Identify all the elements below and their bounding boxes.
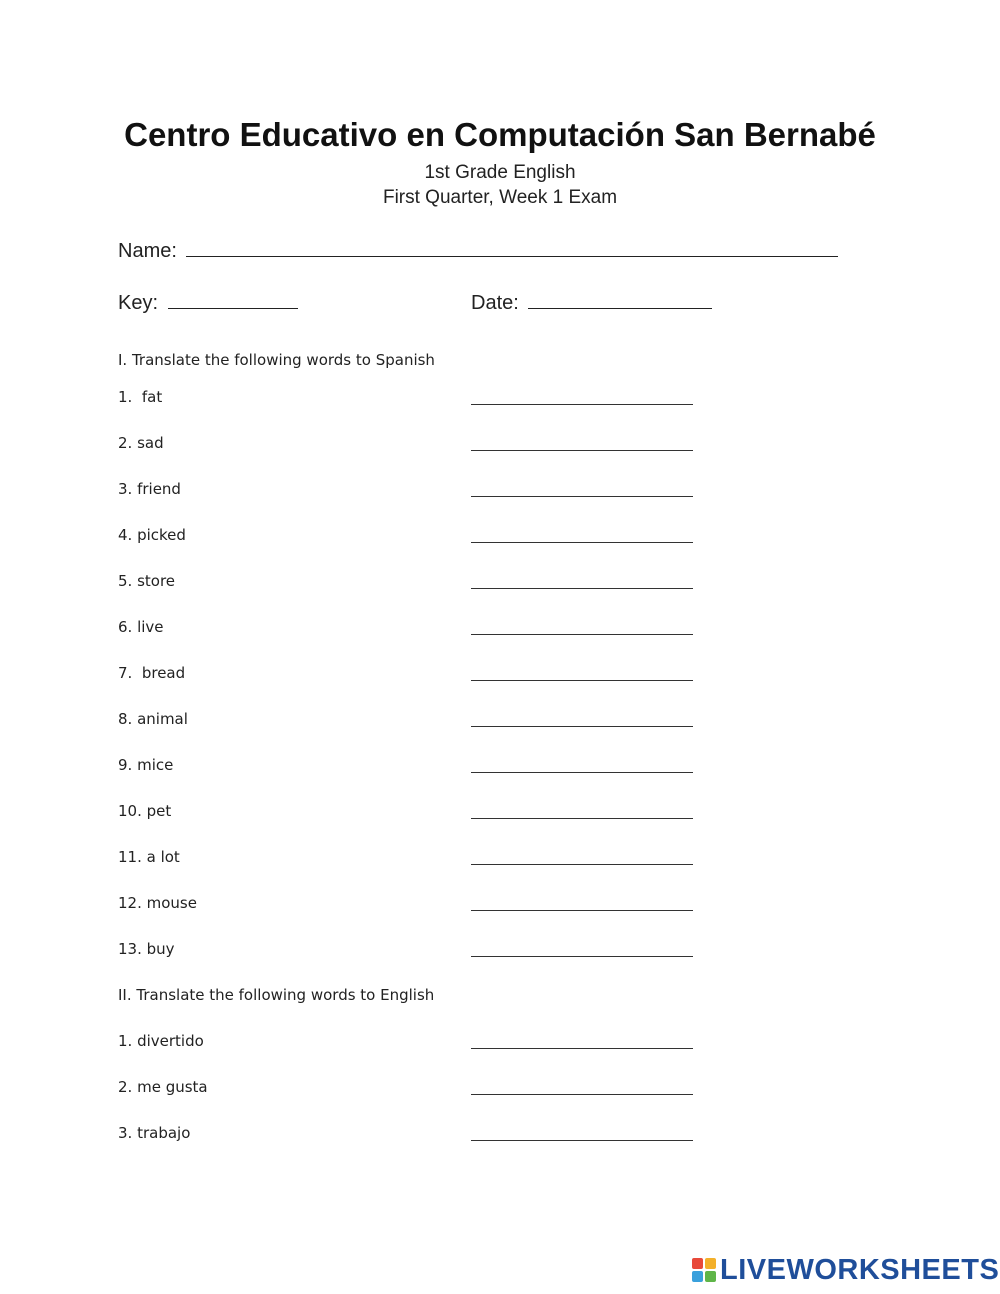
question-row xyxy=(118,756,718,780)
question-row xyxy=(118,1078,718,1102)
answer-field[interactable] xyxy=(471,910,693,911)
badge-tile xyxy=(692,1258,703,1269)
question-label: 5. store xyxy=(118,572,176,590)
answer-field[interactable] xyxy=(471,404,693,405)
question-label: 10. pet xyxy=(118,802,172,820)
question-row xyxy=(118,526,718,550)
answer-field[interactable] xyxy=(471,864,693,865)
question-row xyxy=(118,618,718,642)
answer-field[interactable] xyxy=(471,634,693,635)
question-row xyxy=(118,1124,718,1148)
answer-field[interactable] xyxy=(471,772,693,773)
question-label: 4. picked xyxy=(118,526,186,544)
answer-field[interactable] xyxy=(471,680,693,681)
badge-tile xyxy=(692,1271,703,1282)
answer-field[interactable] xyxy=(471,542,693,543)
page-title: Centro Educativo en Computación San Bernabé xyxy=(124,116,876,153)
answer-field[interactable] xyxy=(471,726,693,727)
key-row xyxy=(118,290,298,315)
question-row xyxy=(118,894,718,918)
question-row xyxy=(118,572,718,596)
question-label: 1. divertido xyxy=(118,1032,204,1050)
question-row xyxy=(118,802,718,826)
question-label: 7. bread xyxy=(118,664,186,682)
name-label: Name: xyxy=(118,240,177,262)
answer-field[interactable] xyxy=(471,1094,693,1095)
question-row xyxy=(118,848,718,872)
exam-name: First Quarter, Week 1 Exam xyxy=(382,187,618,208)
answer-field[interactable] xyxy=(471,496,693,497)
liveworksheets-logo xyxy=(692,1253,1000,1286)
name-row xyxy=(118,238,838,263)
answer-field[interactable] xyxy=(471,1140,693,1141)
question-row xyxy=(118,710,718,734)
question-label: 13. buy xyxy=(118,940,175,958)
question-row xyxy=(118,1032,718,1056)
answer-field[interactable] xyxy=(471,818,693,819)
section-1-heading: I. Translate the following words to Spanish xyxy=(118,351,435,369)
name-field[interactable] xyxy=(186,238,838,257)
question-label: 2. sad xyxy=(118,434,164,452)
badge-tile xyxy=(705,1271,716,1282)
answer-field[interactable] xyxy=(471,450,693,451)
logo-badge-icon xyxy=(692,1258,716,1282)
question-label: 11. a lot xyxy=(118,848,180,866)
brand-name: LIVEWORKSHEETS xyxy=(720,1253,1000,1286)
question-row xyxy=(118,664,718,688)
question-row xyxy=(118,480,718,504)
date-row xyxy=(471,290,712,315)
question-label: 12. mouse xyxy=(118,894,197,912)
key-label: Key: xyxy=(118,292,159,314)
page-subtitle: 1st Grade English xyxy=(424,162,576,183)
question-label: 3. trabajo xyxy=(118,1124,191,1142)
answer-field[interactable] xyxy=(471,956,693,957)
question-row xyxy=(118,940,718,964)
question-label: 8. animal xyxy=(118,710,188,728)
key-field[interactable] xyxy=(168,290,298,309)
question-row xyxy=(118,434,718,458)
question-label: 1. fat xyxy=(118,388,163,406)
question-label: 9. mice xyxy=(118,756,174,774)
question-label: 3. friend xyxy=(118,480,181,498)
question-label: 6. live xyxy=(118,618,164,636)
section-2-heading: II. Translate the following words to English xyxy=(118,986,435,1004)
answer-field[interactable] xyxy=(471,1048,693,1049)
badge-tile xyxy=(705,1258,716,1269)
date-label: Date: xyxy=(471,292,519,314)
question-label: 2. me gusta xyxy=(118,1078,208,1096)
answer-field[interactable] xyxy=(471,588,693,589)
question-row xyxy=(118,388,718,412)
date-field[interactable] xyxy=(528,290,712,309)
